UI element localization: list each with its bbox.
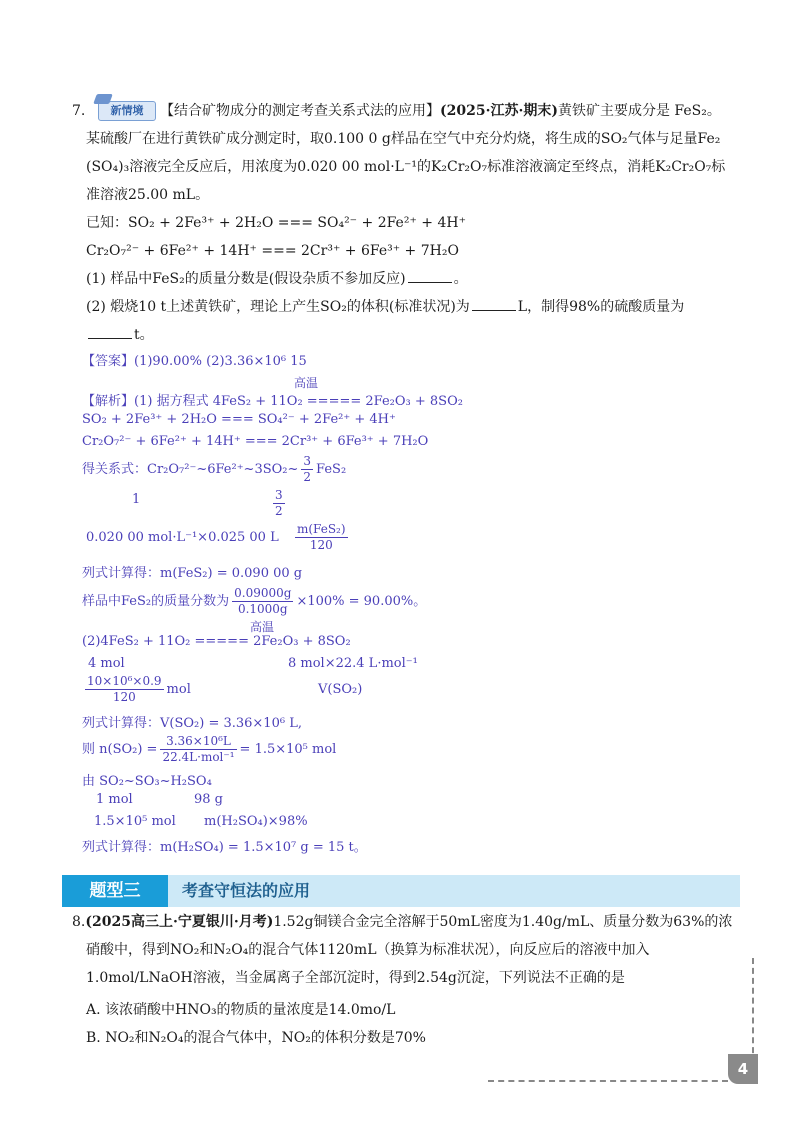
fraction: $\frac{3}{2}$	[275, 488, 283, 518]
question-7-line-1	[72, 97, 742, 125]
analysis-line-4: 得关系式：Cr₂O₇²⁻~6Fe²⁺~3SO₂~ $\frac{3}{2}$ FeS₂	[82, 454, 347, 484]
analysis-line-13: 则 n(SO₂) = $\frac{\text{3.36×10⁶L}}{\text{22.4L·mol⁻¹}}$ = 1.5×10⁵ mol	[82, 734, 337, 764]
analysis-line-15b: 98 g	[194, 792, 223, 807]
dashed-border-horizontal	[488, 1080, 728, 1082]
analysis-line-7: 列式计算得：m(FeS₂) = 0.090 00 g	[82, 566, 303, 581]
answer-blank	[88, 323, 132, 339]
answer-line: 【答案】(1)90.00% (2)3.36×10⁶ 15	[82, 354, 307, 369]
question-8-line-2: 硝酸中，得到NO₂和N₂O₄的混合气体1120mL（换算为标准状况），向反应后的溶液中加入	[86, 942, 650, 958]
analysis-line-10a: 4 mol	[88, 656, 125, 671]
sub-question-2: (2) 煅烧10 t上述黄铁矿，理论上产生SO₂的体积(标准状况)为 L，制得98%的硫酸质量为	[72, 293, 742, 321]
answer-blank	[472, 295, 516, 311]
known-equation-1: 已知：SO₂ + 2Fe³⁺ + 2H₂O === SO₄²⁻ + 2Fe²⁺ + 4H⁺	[86, 215, 466, 231]
analysis-line-1: 【解析】(1) 据方程式 4FeS₂ + 11O₂ ===== 2Fe₂O₃ + 8SO₂	[82, 394, 463, 409]
flag-icon	[93, 94, 113, 104]
question-8-line-1: 8.(2025高三上·宁夏银川·月考)1.52g铜镁合金完全溶解于50mL密度为1.40g/mL、质量分数为63%的浓	[72, 914, 733, 930]
analysis-line-9: (2)4FeS₂ + 11O₂ ===== 2Fe₂O₃ + 8SO₂	[82, 634, 351, 649]
high-temp-label: 高温	[250, 620, 275, 634]
fraction: $\frac{\text{10×10⁶×0.9}}{120}$	[87, 674, 162, 704]
analysis-line-12: 列式计算得：V(SO₂) = 3.36×10⁶ L,	[82, 716, 302, 731]
section-tag: 题型三	[62, 875, 168, 907]
analysis-line-11b: V(SO₂)	[318, 682, 363, 697]
analysis-line-16a: 1.5×10⁵ mol	[94, 814, 176, 829]
analysis-line-16b: m(H₂SO₄)×98%	[204, 814, 308, 829]
analysis-line-10b: 8 mol×22.4 L·mol⁻¹	[288, 656, 418, 671]
analysis-line-5a: 1	[132, 492, 141, 507]
question-heading: 【结合矿物成分的测定考查关系式法的应用】	[160, 103, 440, 119]
section-title: 考查守恒法的应用	[182, 881, 311, 900]
question-7-line-2: 某硫酸厂在进行黄铁矿成分测定时，取0.100 0 g样品在空气中充分灼烧，将生成的SO₂气体与足量Fe₂	[86, 131, 721, 147]
question-number: 8.	[72, 914, 86, 930]
section-header	[62, 875, 740, 907]
question-7-line-4: 准溶液25.00 mL。	[86, 187, 210, 203]
analysis-line-11a: $\frac{\text{10×10⁶×0.9}}{120}$ mol	[87, 674, 191, 704]
answer-blank	[408, 267, 452, 283]
question-source: (2025高三上·宁夏银川·月考)	[85, 914, 274, 930]
analysis-line-2: SO₂ + 2Fe³⁺ + 2H₂O === SO₄²⁻ + 2Fe²⁺ + 4H⁺	[82, 412, 396, 427]
question-source: (2025·江苏·期末)	[440, 103, 558, 119]
analysis-line-6b	[292, 522, 351, 553]
question-number: 7.	[72, 103, 86, 119]
sub-question-2-cont: t。	[72, 321, 742, 349]
fraction: $\frac{3}{2}$	[303, 454, 312, 484]
analysis-line-17: 列式计算得：m(H₂SO₄) = 1.5×10⁷ g = 15 t。	[82, 840, 367, 855]
page-number: 4	[728, 1054, 758, 1084]
question-8-line-3: 1.0mol/LNaOH溶液，当金属离子全部沉淀时，得到2.54g沉淀，下列说法不正确的是	[86, 970, 625, 986]
fraction: $\frac{0.09000g}{0.1000g}$	[234, 586, 292, 616]
sub-question-1: (1) 样品中FeS₂的质量分数是(假设杂质不参加反应) 。	[72, 265, 742, 293]
high-temp-label: 高温	[294, 376, 319, 390]
question-8	[72, 908, 742, 1052]
analysis-line-5b	[270, 488, 288, 519]
option-a: A. 该浓硝酸中HNO₃的物质的量浓度是14.0mo/L	[86, 1002, 396, 1018]
analysis-line-14: 由 SO₂~SO₃~H₂SO₄	[82, 774, 212, 789]
analysis-line-15a: 1 mol	[96, 792, 133, 807]
analysis-line-8: 样品中FeS₂的质量分数为 $\frac{0.09000g}{0.1000g}$ ×100% = 90.00%。	[82, 586, 427, 616]
question-7	[72, 97, 742, 349]
known-equation-2: Cr₂O₇²⁻ + 6Fe²⁺ + 14H⁺ === 2Cr³⁺ + 6Fe³⁺ + 7H₂O	[86, 243, 459, 259]
analysis-line-3: Cr₂O₇²⁻ + 6Fe²⁺ + 14H⁺ === 2Cr³⁺ + 6Fe³⁺ + 7H₂O	[82, 434, 429, 449]
fraction: $\frac{\text{m(FeS₂)}}{120}$	[297, 522, 346, 552]
analysis-line-6a: 0.020 00 mol·L⁻¹×0.025 00 L	[86, 530, 279, 545]
question-7-line-3: (SO₄)₃溶液完全反应后，用浓度为0.020 00 mol·L⁻¹的K₂Cr₂O₇标准溶液滴定至终点，消耗K₂Cr₂O₇标	[86, 159, 726, 175]
fraction: $\frac{\text{3.36×10⁶L}}{\text{22.4L·mol⁻¹}}$	[162, 734, 235, 764]
question-text: 黄铁矿主要成分是 FeS₂。	[557, 103, 721, 119]
new-context-badge: 新情境	[98, 101, 156, 121]
option-b: B. NO₂和N₂O₄的混合气体中，NO₂的体积分数是70%	[86, 1030, 426, 1046]
